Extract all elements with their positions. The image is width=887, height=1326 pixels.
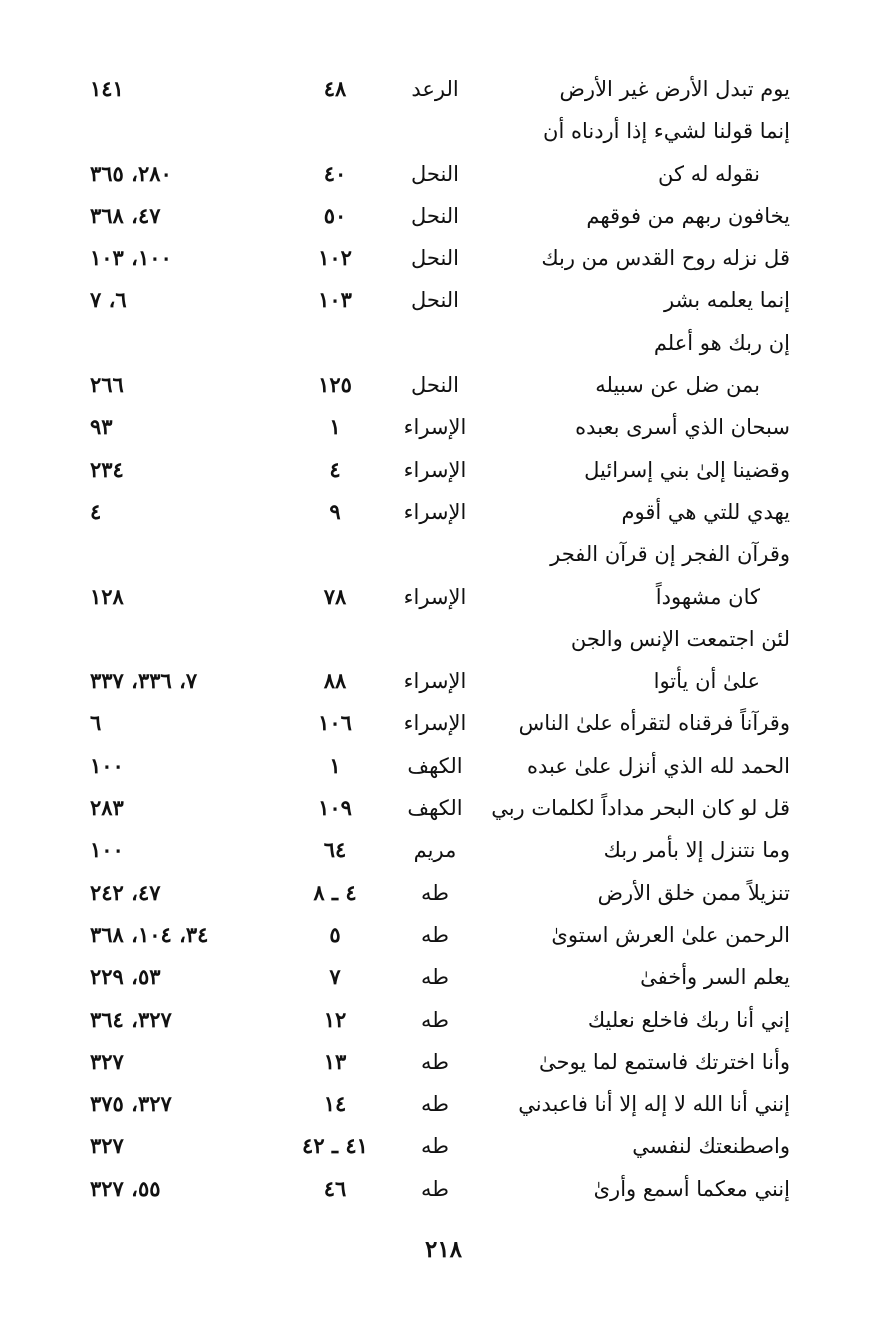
page-references: ٦ <box>90 710 102 736</box>
verse-text: كان مشهوداً <box>655 584 760 609</box>
page-references: ٢٦٦ <box>90 372 124 398</box>
verse-text: وأنا اخترتك فاستمع لما يوحىٰ <box>538 1049 790 1074</box>
ayah-number: ٦٤ <box>323 837 347 863</box>
surah-name: مريم <box>413 838 457 863</box>
page-references: ١٠٠ <box>90 752 124 778</box>
index-row <box>90 829 790 871</box>
surah-name: الكهف <box>407 753 463 778</box>
index-row <box>90 322 790 364</box>
page-references: ٥٣، ٢٢٩ <box>90 964 161 990</box>
ayah-number: ١٢٥ <box>318 372 352 398</box>
verse-text: وما نتنزل إلا بأمر ربك <box>603 838 790 863</box>
verse-text: يعلم السر وأخفىٰ <box>640 965 790 990</box>
verse-text: الرحمن علىٰ العرش استوىٰ <box>551 922 790 947</box>
page-references: ٤ <box>90 498 102 524</box>
ayah-number: ٤٠ <box>323 160 347 186</box>
ayah-number: ٤٨ <box>323 76 347 101</box>
ayah-number: ٧٨ <box>323 583 347 609</box>
verse-text: يوم تبدل الأرض غير الأرض <box>559 77 790 101</box>
index-row <box>90 153 790 195</box>
surah-name: الكهف <box>407 796 463 821</box>
surah-name: الإسراء <box>403 584 467 609</box>
ayah-number: ١ <box>329 752 341 778</box>
index-row <box>90 787 790 829</box>
index-row <box>90 195 790 237</box>
surah-name: طه <box>421 1049 449 1074</box>
index-row <box>90 449 790 491</box>
page-references: ٣٢٧ <box>90 1133 124 1159</box>
index-row <box>90 999 790 1041</box>
ayah-number: ٤٦ <box>323 1175 347 1201</box>
index-row <box>90 279 790 321</box>
ayah-number: ١ <box>329 414 341 440</box>
index-row <box>90 914 790 956</box>
surah-name: الإسراء <box>403 711 467 736</box>
index-row <box>90 576 790 618</box>
surah-name: طه <box>421 1092 449 1117</box>
ayah-number: ١٠٣ <box>318 287 352 313</box>
ayah-number: ٩ <box>329 498 341 524</box>
page-references: ١٠٠ <box>90 837 124 863</box>
page-references: ٥٥، ٣٢٧ <box>90 1175 161 1201</box>
page-references: ٢٨٣ <box>90 795 124 821</box>
surah-name: طه <box>421 922 449 947</box>
page-references: ١٢٨ <box>90 583 124 609</box>
index-row <box>90 956 790 998</box>
page-references: ٣٢٧، ٣٧٥ <box>90 1091 172 1117</box>
verse-text: الحمد لله الذي أنزل علىٰ عبده <box>526 753 790 778</box>
verse-text: بمن ضل عن سبيله <box>595 373 760 398</box>
surah-name: طه <box>421 1176 449 1201</box>
index-row <box>90 237 790 279</box>
verse-text: قل نزله روح القدس من ربك <box>541 246 790 271</box>
verse-text: وقضينا إلىٰ بني إسرائيل <box>584 457 790 482</box>
verse-text: لئن اجتمعت الإنس والجن <box>570 626 790 651</box>
index-row <box>90 491 790 533</box>
surah-name: الإسراء <box>403 415 467 440</box>
index-row <box>90 68 790 110</box>
index-row <box>90 1168 790 1210</box>
ayah-number: ٤١ ـ ٤٢ <box>302 1133 368 1159</box>
verse-text: إن ربك هو أعلم <box>653 330 790 355</box>
index-row <box>90 702 790 744</box>
verse-text: وقرآن الفجر إن قرآن الفجر <box>550 542 790 567</box>
verse-text: إنني معكما أسمع وأرىٰ <box>593 1176 790 1201</box>
verse-text: يخافون ربهم من فوقهم <box>586 203 790 228</box>
verse-text: وقرآناً فرقناه لتقرأه علىٰ الناس <box>518 711 790 736</box>
page-references: ٩٣ <box>90 414 113 440</box>
index-row <box>90 1041 790 1083</box>
ayah-number: ١٢ <box>323 1006 347 1032</box>
verse-text: قل لو كان البحر مداداً لكلمات ربي <box>491 796 790 821</box>
ayah-number: ٨٨ <box>323 668 347 694</box>
surah-name: النحل <box>410 161 460 186</box>
verse-text: نقوله له كن <box>658 161 760 186</box>
ayah-number: ١٤ <box>323 1091 347 1117</box>
ayah-number: ٧ <box>329 964 341 990</box>
page-references: ٦، ٧ <box>90 287 127 313</box>
index-row <box>90 406 790 448</box>
surah-name: طه <box>421 965 449 990</box>
surah-name: النحل <box>410 246 460 271</box>
surah-name: طه <box>421 1007 449 1032</box>
ayah-number: ٤ <box>329 456 341 482</box>
page-references: ٧، ٣٣٦، ٣٣٧ <box>90 668 198 694</box>
ayah-number: ٥ <box>329 921 341 947</box>
verse-text: إنني أنا الله لا إله إلا أنا فاعبدني <box>518 1092 790 1117</box>
index-row <box>90 1083 790 1125</box>
page-references: ٢٨٠، ٣٦٥ <box>90 160 172 186</box>
verse-index-table <box>90 68 790 1210</box>
verse-text: يهدي للتي هي أقوم <box>621 499 790 524</box>
index-row <box>90 110 790 152</box>
surah-name: الرعد <box>411 77 459 101</box>
ayah-number: ١٠٢ <box>318 245 352 271</box>
verse-text: واصطنعتك لنفسي <box>632 1134 790 1159</box>
index-row <box>90 618 790 660</box>
page-references: ٤٧، ٢٤٢ <box>90 879 161 905</box>
surah-name: طه <box>421 880 449 905</box>
page-references: ٣٢٧ <box>90 1048 124 1074</box>
index-row <box>90 872 790 914</box>
verse-text: إنما يعلمه بشر <box>663 288 790 313</box>
page-references: ١٠٠، ١٠٣ <box>90 245 172 271</box>
page-references: ٢٣٤ <box>90 456 124 482</box>
verse-text: علىٰ أن يأتوا <box>653 669 760 694</box>
surah-name: النحل <box>410 373 460 398</box>
verse-text: تنزيلاً ممن خلق الأرض <box>597 880 790 905</box>
surah-name: النحل <box>410 288 460 313</box>
verse-text: سبحان الذي أسرى بعبده <box>575 415 790 440</box>
index-row <box>90 533 790 575</box>
index-row <box>90 745 790 787</box>
ayah-number: ١٣ <box>323 1048 347 1074</box>
page-number: ٢١٨ <box>424 1236 463 1263</box>
ayah-number: ١٠٦ <box>318 710 352 736</box>
index-row <box>90 364 790 406</box>
page-references: ٤٧، ٣٦٨ <box>90 202 161 228</box>
verse-text: إني أنا ربك فاخلع نعليك <box>587 1007 790 1032</box>
index-row <box>90 1125 790 1167</box>
ayah-number: ١٠٩ <box>318 795 352 821</box>
ayah-number: ٥٠ <box>323 202 347 228</box>
index-row <box>90 660 790 702</box>
surah-name: الإسراء <box>403 499 467 524</box>
page-references: ٣٤، ١٠٤، ٣٦٨ <box>90 921 209 947</box>
surah-name: طه <box>421 1134 449 1159</box>
page-references: ٣٢٧، ٣٦٤ <box>90 1006 172 1032</box>
ayah-number: ٤ ـ ٨ <box>313 879 357 905</box>
verse-text: إنما قولنا لشيء إذا أردناه أن <box>543 119 790 144</box>
surah-name: الإسراء <box>403 669 467 694</box>
surah-name: الإسراء <box>403 457 467 482</box>
page-references: ١٤١ <box>90 76 124 101</box>
surah-name: النحل <box>410 203 460 228</box>
